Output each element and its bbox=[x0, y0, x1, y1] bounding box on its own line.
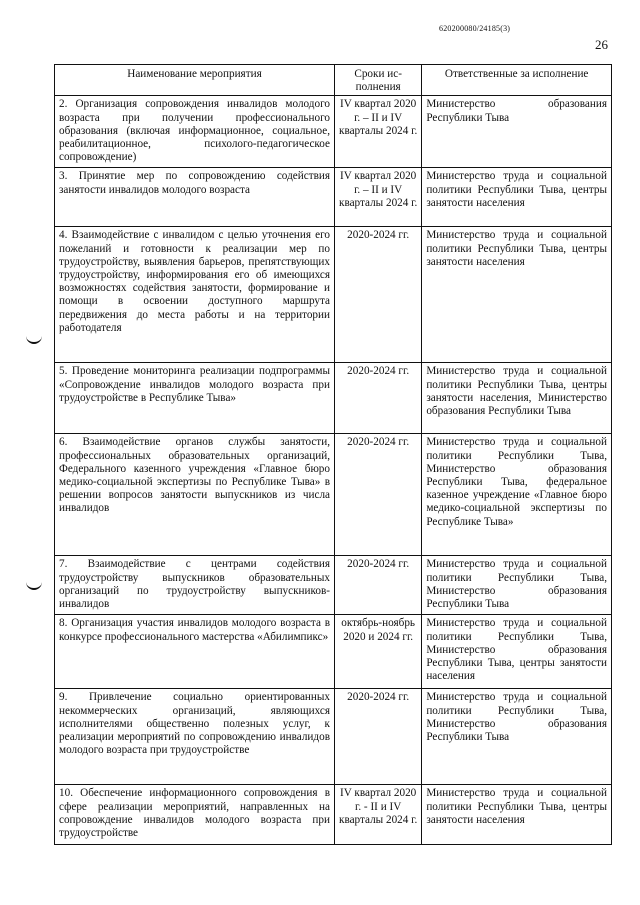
measure-term: IV квартал 2020 г. – II и IV кварталы 2024 г. bbox=[335, 168, 422, 227]
measure-term: 2020-2024 гг. bbox=[335, 363, 422, 434]
table-row bbox=[55, 689, 612, 785]
margin-mark bbox=[26, 334, 42, 344]
table-row bbox=[55, 785, 612, 845]
column-header-responsible: Ответственные за исполнение bbox=[422, 65, 612, 96]
measure-term: 2020-2024 гг. bbox=[335, 434, 422, 556]
table-row bbox=[55, 434, 612, 556]
measure-name: 3. Принятие мер по сопровождению содействия занятости инвалидов молодого возраста bbox=[55, 168, 335, 227]
measure-responsible: Министерство труда и социальной политики Республики Тыва, центры занятости населения bbox=[422, 227, 612, 363]
table-row bbox=[55, 363, 612, 434]
measure-term: 2020-2024 гг. bbox=[335, 227, 422, 363]
column-header-name: Наименование мероприятия bbox=[55, 65, 335, 96]
measure-term: 2020-2024 гг. bbox=[335, 689, 422, 785]
measures-table bbox=[54, 64, 612, 845]
measure-name: 8. Организация участия инвалидов молодого возраста в конкурсе профессионального мастерства «Абилимпикс» bbox=[55, 615, 335, 689]
measure-name: 4. Взаимодействие с инвалидом с целью уточнения его пожеланий и готовности к реализации мер по трудоустройству, выявления барьеров, препятствующих трудоустройству, информирования его об имеющихся возможностях содействия занятости, формирование и помощи в освоении доступного маршрута передвижения до места работы и на территории работодателя bbox=[55, 227, 335, 363]
table-row bbox=[55, 556, 612, 615]
measure-responsible: Министерство труда и социальной политики Республики Тыва, центры занятости населения bbox=[422, 168, 612, 227]
column-header-term: Сроки ис-полнения bbox=[335, 65, 422, 96]
table-row bbox=[55, 227, 612, 363]
measure-name: 10. Обеспечение информационного сопровождения в сфере реализации мероприятий, направленных на сопровождение инвалидов молодого возраста при трудоустройстве bbox=[55, 785, 335, 845]
page-number: 26 bbox=[595, 37, 608, 52]
table-row bbox=[55, 168, 612, 227]
measure-responsible: Министерство труда и социальной политики Республики Тыва, Министерство образования Республики Тыва, федеральное казенное учреждение «Главное бюро медико-социальной экспертизы по Республике Тыва» bbox=[422, 434, 612, 556]
measure-name: 6. Взаимодействие органов службы занятости, профессиональных образовательных организаций, Федерального казенного учреждения «Главное бюро медико-социальной экспертизы по Республике Тыва» в решении вопросов занятости выпускников из числа инвалидов bbox=[55, 434, 335, 556]
margin-mark bbox=[26, 580, 42, 590]
table-row bbox=[55, 615, 612, 689]
table-row bbox=[55, 96, 612, 168]
measure-responsible: Министерство труда и социальной политики Республики Тыва, центры занятости населения bbox=[422, 785, 612, 845]
measure-responsible: Министерство труда и социальной политики Республики Тыва, Министерство образования Республики Тыва bbox=[422, 689, 612, 785]
measure-term: IV квартал 2020 г. – II и IV кварталы 2024 г. bbox=[335, 96, 422, 168]
document-code: 620200080/24185(3) bbox=[439, 24, 511, 33]
measure-term: IV квартал 2020 г. - II и IV кварталы 2024 г. bbox=[335, 785, 422, 845]
table-header-row bbox=[55, 65, 612, 96]
measure-name: 5. Проведение мониторинга реализации подпрограммы «Сопровождение инвалидов молодого возраста при трудоустройстве в Республике Тыва» bbox=[55, 363, 335, 434]
measure-name: 9. Привлечение социально ориентированных некоммерческих организаций, являющихся исполнителями общественно полезных услуг, к реализации мероприятий по сопровождению инвалидов молодого возраста при трудоустройстве bbox=[55, 689, 335, 785]
measure-responsible: Министерство труда и социальной политики Республики Тыва, Министерство образования Республики Тыва, центры занятости населения bbox=[422, 615, 612, 689]
measure-responsible: Министерство труда и социальной политики Республики Тыва, Министерство образования Республики Тыва bbox=[422, 556, 612, 615]
measure-name: 7. Взаимодействие с центрами содействия трудоустройству выпускников образовательных организаций по трудоустройству выпускников-инвалидов bbox=[55, 556, 335, 615]
measure-term: 2020-2024 гг. bbox=[335, 556, 422, 615]
measure-responsible: Министерство труда и социальной политики Республики Тыва, центры занятости населения, Министерство образования Республики Тыва bbox=[422, 363, 612, 434]
measure-name: 2. Организация сопровождения инвалидов молодого возраста при получении профессионального образования (включая информационное, социальное, реабилитационное, психолого-педагогическое сопровождение) bbox=[55, 96, 335, 168]
measure-term: октябрь-ноябрь 2020 и 2024 гг. bbox=[335, 615, 422, 689]
measure-responsible: Министерство образования Республики Тыва bbox=[422, 96, 612, 168]
